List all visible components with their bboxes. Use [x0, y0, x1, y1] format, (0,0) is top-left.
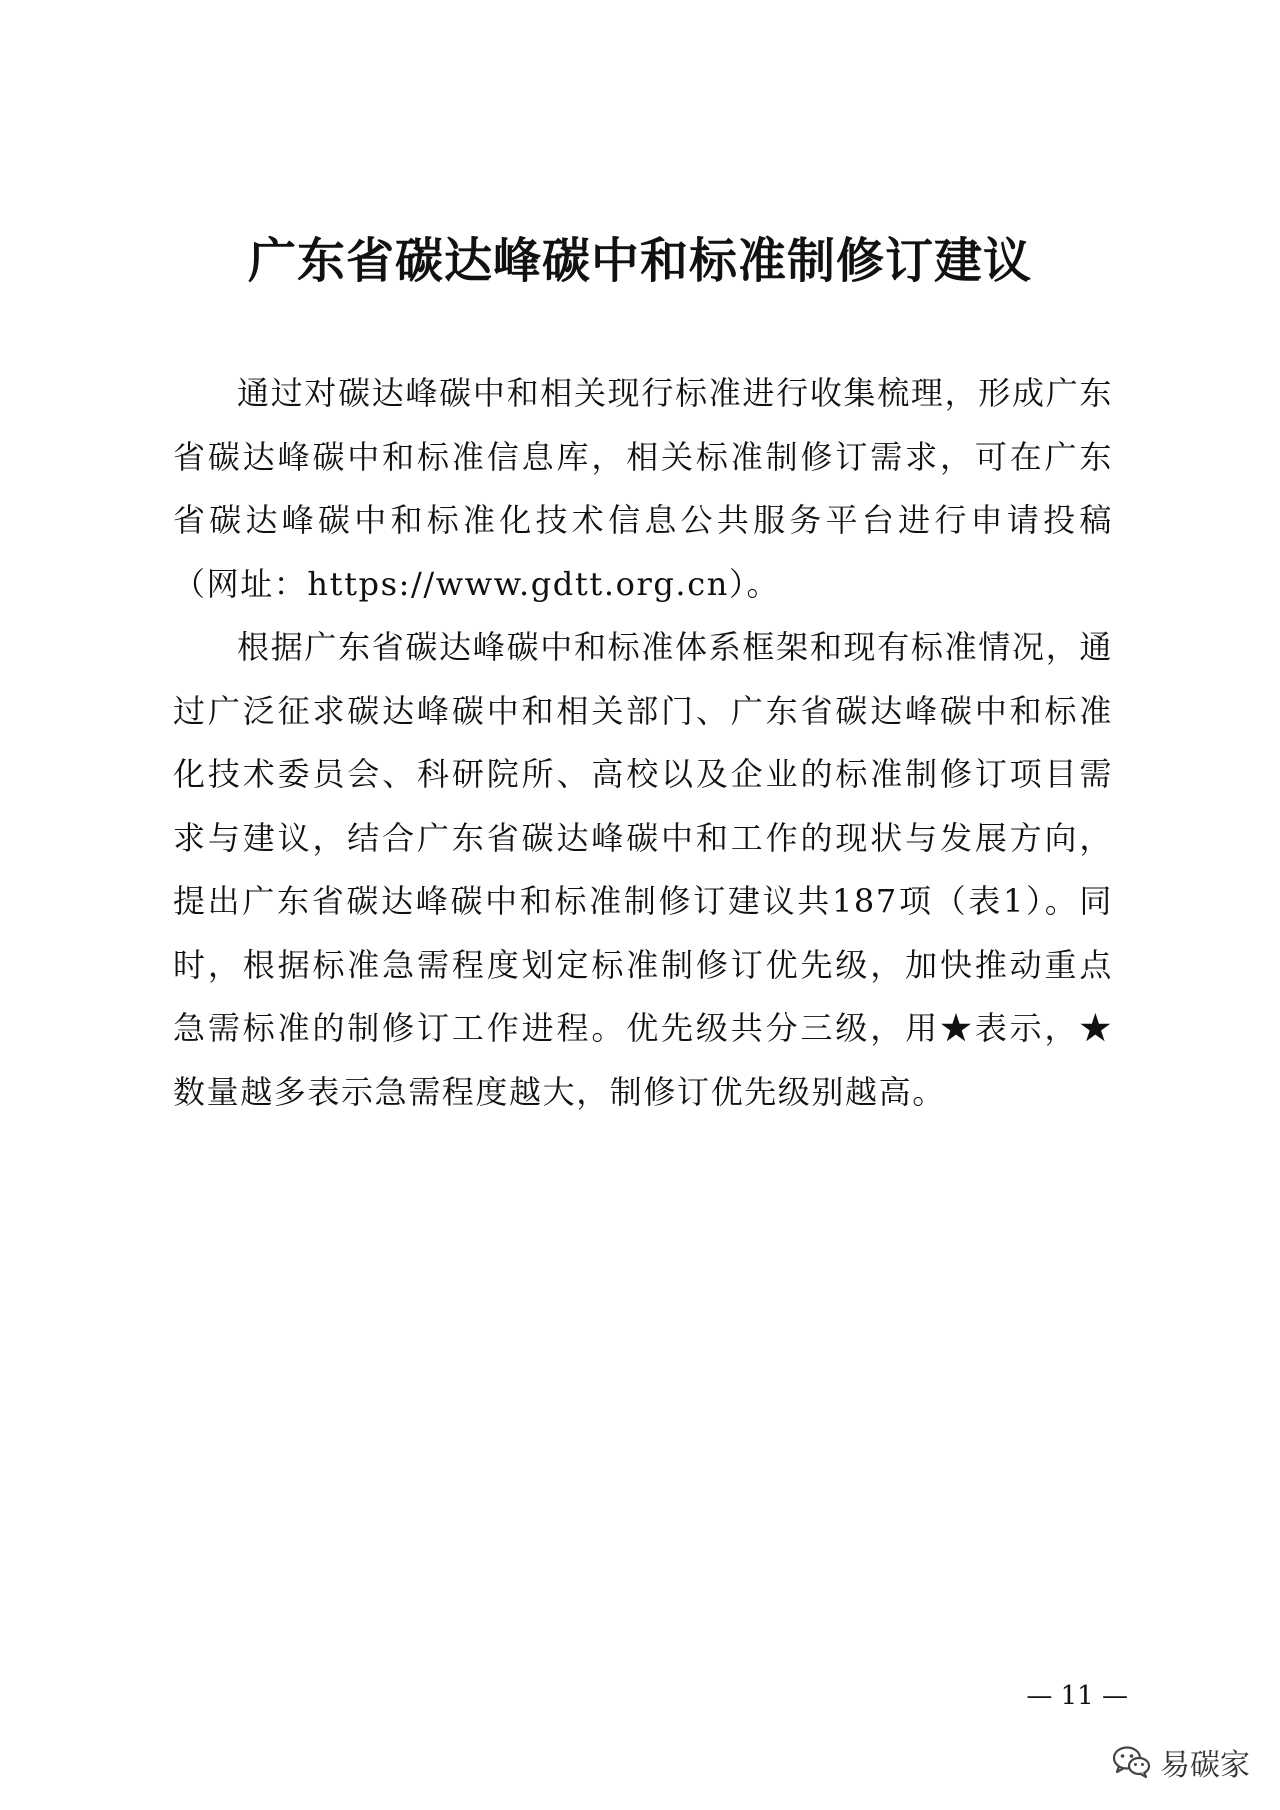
- watermark: [1112, 1740, 1250, 1784]
- watermark-label: 易碳家: [1160, 1748, 1250, 1783]
- body-text: [173, 362, 1113, 1124]
- paragraph-suggestions: 根据广东省碳达峰碳中和标准体系框架和现有标准情况，通过广泛征求碳达峰碳中和相关部门、广东省碳达峰碳中和标准化技术委员会、科研院所、高校以及企业的标准制修订项目需求与建议，结合广东省碳达峰碳中和工作的现状与发展方向，提出广东省碳达峰碳中和标准制修订建议共187项（表1）。同时，根据标准急需程度划定标准制修订优先级，加快推动重点急需标准的制修订工作进程。优先级共分三级，用★表示，★数量越多表示急需程度越大，制修订优先级别越高。: [173, 628, 1113, 1111]
- paragraph-intro: 通过对碳达峰碳中和相关现行标准进行收集梳理，形成广东省碳达峰碳中和标准信息库，相关标准制修订需求，可在广东省碳达峰碳中和标准化技术信息公共服务平台进行申请投稿（网址：https://www.gdtt.org.cn）。: [173, 374, 1113, 603]
- wechat-icon: [1112, 1745, 1152, 1779]
- page-title: 广东省碳达峰碳中和标准制修订建议: [247, 233, 1032, 289]
- page-number: — 11 —: [1026, 1681, 1128, 1711]
